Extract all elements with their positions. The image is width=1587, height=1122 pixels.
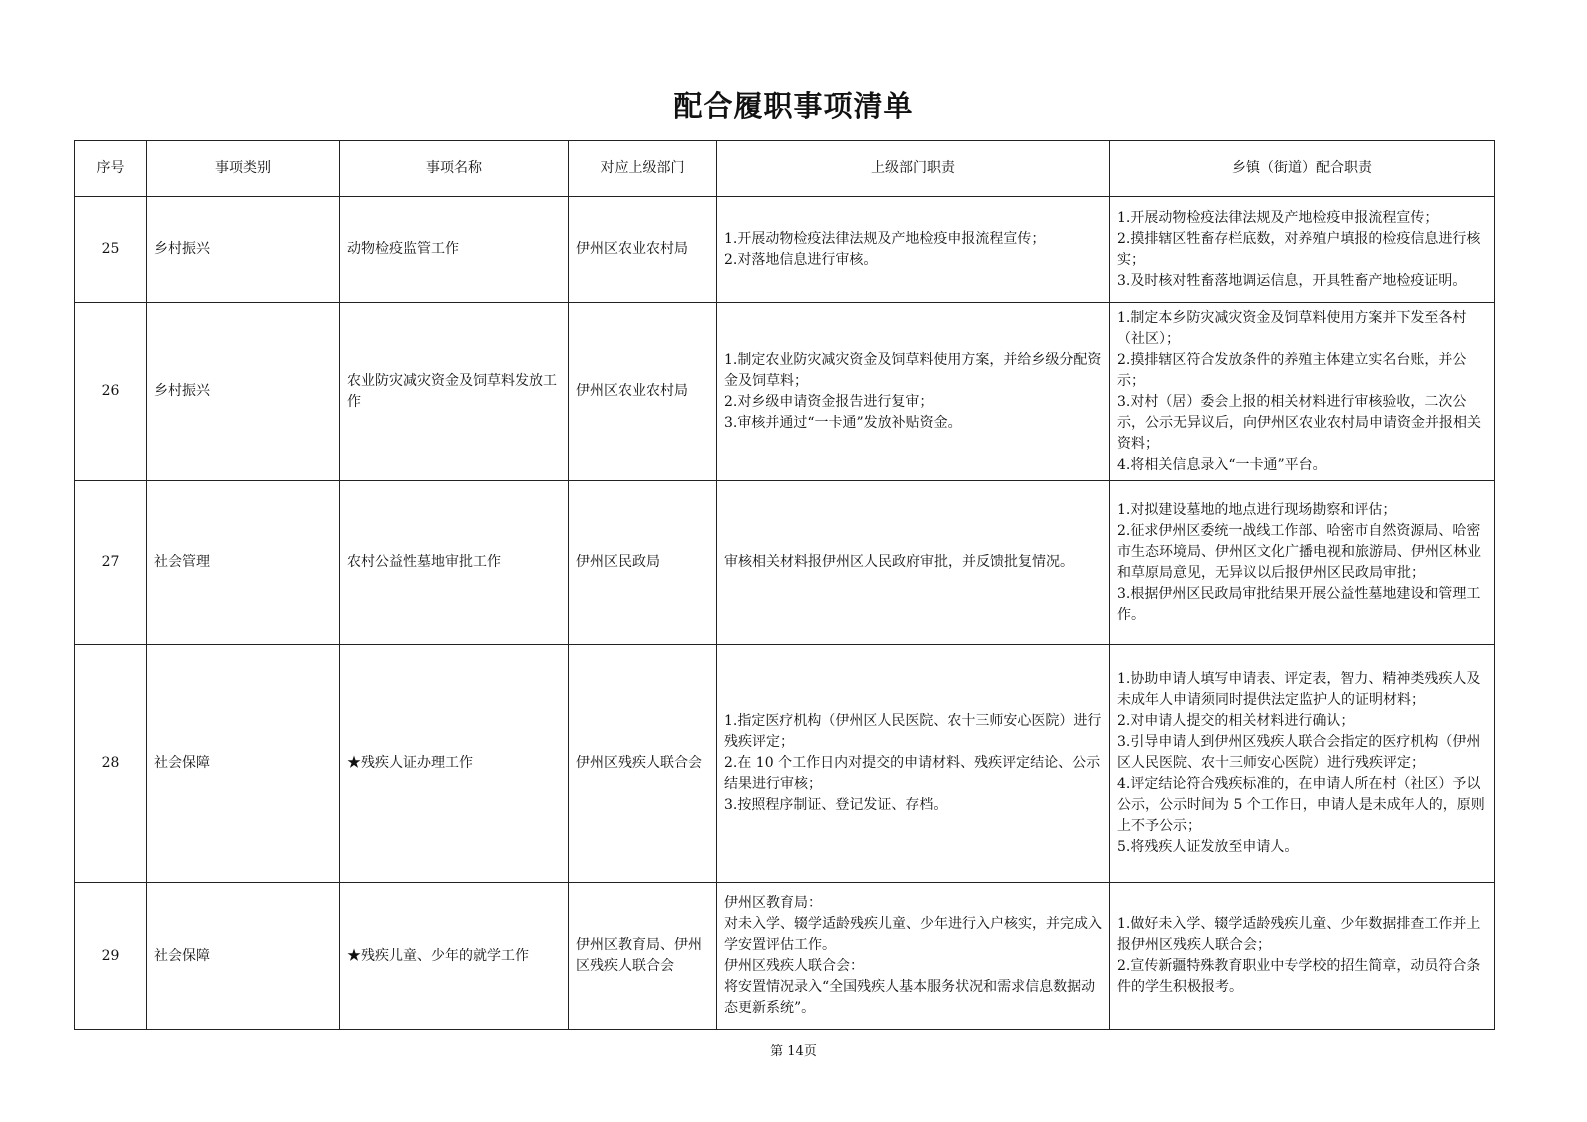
duty-line: 2.宣传新疆特殊教育职业中专学校的招生简章，动员符合条件的学生积极报考。 xyxy=(1117,958,1481,995)
duty-table xyxy=(74,140,1495,1030)
cell-upper-duties xyxy=(717,645,1110,883)
cell-name: ★残疾人证办理工作 xyxy=(340,645,569,883)
duty-line: 1.开展动物检疫法律法规及产地检疫申报流程宣传； xyxy=(724,230,1046,247)
duty-line: 2.征求伊州区委统一战线工作部、哈密市自然资源局、哈密市生态环境局、伊州区文化广播电视和旅游局、伊州区林业和草原局意见，无异议以后报伊州区民政局审批； xyxy=(1117,522,1481,581)
cell-category: 乡村振兴 xyxy=(147,197,340,303)
cell-category: 社会保障 xyxy=(147,645,340,883)
page-number: 第 14页 xyxy=(770,1044,817,1059)
cell-name: 动物检疫监管工作 xyxy=(340,197,569,303)
cell-name: 农村公益性墓地审批工作 xyxy=(340,481,569,645)
page-title: 配合履职事项清单 xyxy=(673,89,914,123)
duty-line: 伊州区教育局： xyxy=(724,895,822,911)
header-category: 事项类别 xyxy=(147,141,340,197)
duty-line: 2.对乡级申请资金报告进行复审； xyxy=(724,393,934,410)
header-name: 事项名称 xyxy=(340,141,569,197)
duty-line: 1.开展动物检疫法律法规及产地检疫申报流程宣传； xyxy=(1117,209,1439,226)
cell-town-duties xyxy=(1110,303,1495,481)
table-row xyxy=(75,645,1495,883)
table-row xyxy=(75,303,1495,481)
header-seq: 序号 xyxy=(75,141,147,197)
header-dept: 对应上级部门 xyxy=(569,141,717,197)
cell-upper-duties xyxy=(717,197,1110,303)
duty-line: 将安置情况录入“全国残疾人基本服务状况和需求信息数据动态更新系统”。 xyxy=(724,979,1096,1016)
cell-upper-duties xyxy=(717,303,1110,481)
cell-dept: 伊州区残疾人联合会 xyxy=(569,645,717,883)
cell-upper-duties xyxy=(717,883,1110,1030)
duty-line: 1.做好未入学、辍学适龄残疾儿童、少年数据排查工作并上报伊州区残疾人联合会； xyxy=(1117,916,1481,953)
duty-line: 3.审核并通过“一卡通”发放补贴资金。 xyxy=(724,414,962,431)
duty-line: 5.将残疾人证发放至申请人。 xyxy=(1117,839,1299,855)
cell-category: 社会保障 xyxy=(147,883,340,1030)
duty-line: 3.按照程序制证、登记发证、存档。 xyxy=(724,797,948,813)
duty-line: 1.制定农业防灾减灾资金及饲草料使用方案，并给乡级分配资金及饲草料； xyxy=(724,351,1102,389)
duty-line: 1.制定本乡防灾减灾资金及饲草料使用方案并下发至各村（社区）； xyxy=(1117,309,1467,347)
duty-line: 对未入学、辍学适龄残疾儿童、少年进行入户核实，并完成入学安置评估工作。 xyxy=(724,916,1102,953)
duty-line: 3.及时核对牲畜落地调运信息，开具牲畜产地检疫证明。 xyxy=(1117,272,1467,289)
duty-line: 3.引导申请人到伊州区残疾人联合会指定的医疗机构（伊州区人民医院、农十三师安心医院）进行残疾评定； xyxy=(1117,734,1481,771)
duty-line: 1.对拟建设墓地的地点进行现场勘察和评估； xyxy=(1117,501,1397,518)
duty-line: 1.指定医疗机构（伊州区人民医院、农十三师安心医院）进行残疾评定； xyxy=(724,713,1102,750)
duty-line: 4.评定结论符合残疾标准的，在申请人所在村（社区）予以公示，公示时间为 5 个工作日，申请人是未成年人的，原则上不予公示； xyxy=(1117,776,1485,834)
duty-line: 2.对申请人提交的相关材料进行确认； xyxy=(1117,713,1355,729)
cell-name: 农业防灾减灾资金及饲草料发放工作 xyxy=(340,303,569,481)
cell-town-duties xyxy=(1110,481,1495,645)
cell-dept: 伊州区农业农村局 xyxy=(569,197,717,303)
duty-line: 1.协助申请人填写申请表、评定表，智力、精神类残疾人及未成年人申请须同时提供法定监护人的证明材料； xyxy=(1117,671,1481,708)
cell-dept: 伊州区民政局 xyxy=(569,481,717,645)
table-row xyxy=(75,883,1495,1030)
duty-line: 4.将相关信息录入“一卡通”平台。 xyxy=(1117,456,1327,473)
duty-line: 3.根据伊州区民政局审批结果开展公益性墓地建设和管理工作。 xyxy=(1117,585,1481,623)
table-row xyxy=(75,197,1495,303)
cell-town-duties xyxy=(1110,197,1495,303)
cell-seq: 28 xyxy=(75,645,147,883)
duty-line: 2.摸排辖区牲畜存栏底数，对养殖户填报的检疫信息进行核实； xyxy=(1117,230,1481,268)
header-town-duties: 乡镇（街道）配合职责 xyxy=(1110,141,1495,197)
cell-seq: 26 xyxy=(75,303,147,481)
cell-name: ★残疾儿童、少年的就学工作 xyxy=(340,883,569,1030)
cell-dept: 伊州区教育局、伊州区残疾人联合会 xyxy=(569,883,717,1030)
cell-category: 社会管理 xyxy=(147,481,340,645)
cell-upper-duties xyxy=(717,481,1110,645)
header-row xyxy=(75,141,1495,197)
cell-category: 乡村振兴 xyxy=(147,303,340,481)
cell-town-duties xyxy=(1110,883,1495,1030)
duty-line: 审核相关材料报伊州区人民政府审批，并反馈批复情况。 xyxy=(724,554,1074,570)
header-upper-duties: 上级部门职责 xyxy=(717,141,1110,197)
cell-town-duties xyxy=(1110,645,1495,883)
duty-line: 3.对村（居）委会上报的相关材料进行审核验收，二次公示，公示无异议后，向伊州区农业农村局申请资金并报相关资料； xyxy=(1117,393,1481,452)
cell-seq: 29 xyxy=(75,883,147,1030)
table-row xyxy=(75,481,1495,645)
duty-line: 伊州区残疾人联合会： xyxy=(724,958,864,974)
duty-line: 2.在 10 个工作日内对提交的申请材料、残疾评定结论、公示结果进行审核； xyxy=(724,755,1101,792)
duty-line: 2.对落地信息进行审核。 xyxy=(724,251,878,268)
cell-seq: 27 xyxy=(75,481,147,645)
duty-line: 2.摸排辖区符合发放条件的养殖主体建立实名台账，并公示； xyxy=(1117,351,1467,389)
cell-dept: 伊州区农业农村局 xyxy=(569,303,717,481)
cell-seq: 25 xyxy=(75,197,147,303)
